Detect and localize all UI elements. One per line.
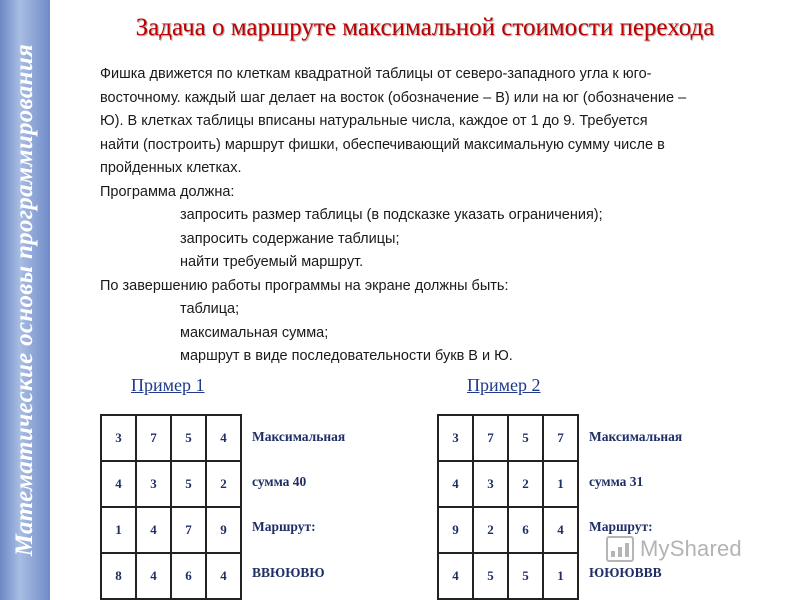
- table-cell: 3: [438, 415, 473, 461]
- sidebar: [0, 0, 50, 600]
- text-line: найти требуемый маршрут.: [180, 254, 364, 270]
- table-row: [101, 461, 241, 507]
- table-cell: 8: [101, 553, 136, 599]
- watermark-text: MyShared: [640, 536, 742, 561]
- example-2-label-max: Максимальная: [589, 429, 683, 444]
- example-2-title: Пример 2: [467, 375, 541, 395]
- table-cell: 4: [543, 507, 578, 553]
- example-1-route: ВВЮЮВЮ: [252, 565, 325, 580]
- text-line: пройденных клетках.: [100, 160, 242, 176]
- table-cell: 7: [171, 507, 206, 553]
- example-1-label-route: Маршрут:: [252, 519, 316, 534]
- presentation-board-icon: [606, 536, 634, 562]
- table-cell: 1: [101, 507, 136, 553]
- text-line: Фишка движется по клеткам квадратной таблицы от северо-западного угла к юго-: [100, 66, 652, 82]
- problem-text: [100, 63, 760, 369]
- text-line: маршрут в виде последовательности букв В и Ю.: [180, 348, 513, 364]
- table-cell: 5: [473, 553, 508, 599]
- text-line: Программа должна:: [100, 183, 235, 200]
- table-row: [438, 507, 578, 553]
- table-cell: 3: [101, 415, 136, 461]
- slide-title: Задача о маршруте максимальной стоимости перехода: [135, 14, 715, 41]
- table-cell: 5: [508, 415, 543, 461]
- table-cell: 1: [543, 461, 578, 507]
- table-row: [101, 415, 241, 461]
- table-cell: 2: [473, 507, 508, 553]
- text-line: максимальная сумма;: [180, 324, 329, 341]
- table-cell: 5: [171, 415, 206, 461]
- table-cell: 3: [136, 461, 171, 507]
- text-line: Ю). В клетках таблицы вписаны натуральные числа, каждое от 1 до 9. Требуется: [100, 113, 648, 129]
- table-cell: 9: [206, 507, 241, 553]
- table-row: [438, 553, 578, 599]
- table-cell: 6: [508, 507, 543, 553]
- text-line: запросить содержание таблицы;: [180, 230, 400, 247]
- text-line: таблица;: [180, 301, 240, 317]
- text-line: найти (построить) маршрут фишки, обеспечивающий максимальную сумму числе в: [100, 136, 665, 153]
- table-row: [101, 507, 241, 553]
- table-cell: 4: [136, 553, 171, 599]
- table-cell: 3: [473, 461, 508, 507]
- table-cell: 7: [136, 415, 171, 461]
- text-line: По завершению работы программы на экране должны быть:: [100, 277, 509, 294]
- text-line: запросить размер таблицы (в подсказке указать ограничения);: [180, 207, 603, 223]
- table-cell: 7: [543, 415, 578, 461]
- table-cell: 4: [101, 461, 136, 507]
- sidebar-title: Математические основы программирования: [11, 43, 38, 557]
- table-cell: 2: [508, 461, 543, 507]
- example-2-table: [437, 414, 579, 600]
- table-cell: 1: [543, 553, 578, 599]
- table-row: [438, 415, 578, 461]
- table-cell: 4: [206, 415, 241, 461]
- table-cell: 7: [473, 415, 508, 461]
- text-line: восточному. каждый шаг делает на восток (обозначение – В) или на юг (обозначение –: [100, 89, 687, 106]
- example-2-label-route: Маршрут:: [589, 519, 653, 534]
- table-cell: 9: [438, 507, 473, 553]
- table-cell: 4: [136, 507, 171, 553]
- table-cell: 5: [171, 461, 206, 507]
- table-cell: 2: [206, 461, 241, 507]
- example-2-label-sum: сумма 31: [589, 474, 644, 489]
- example-1-table: [100, 414, 242, 600]
- table-cell: 4: [206, 553, 241, 599]
- example-1-title: Пример 1: [131, 375, 205, 395]
- table-cell: 4: [438, 461, 473, 507]
- watermark: [606, 536, 742, 562]
- table-row: [101, 553, 241, 599]
- table-cell: 4: [438, 553, 473, 599]
- example-1-label-sum: сумма 40: [252, 474, 307, 489]
- example-1-label-max: Максимальная: [252, 429, 346, 444]
- table-row: [438, 461, 578, 507]
- table-cell: 6: [171, 553, 206, 599]
- table-cell: 5: [508, 553, 543, 599]
- example-2-route: ЮЮЮВВВ: [589, 565, 662, 580]
